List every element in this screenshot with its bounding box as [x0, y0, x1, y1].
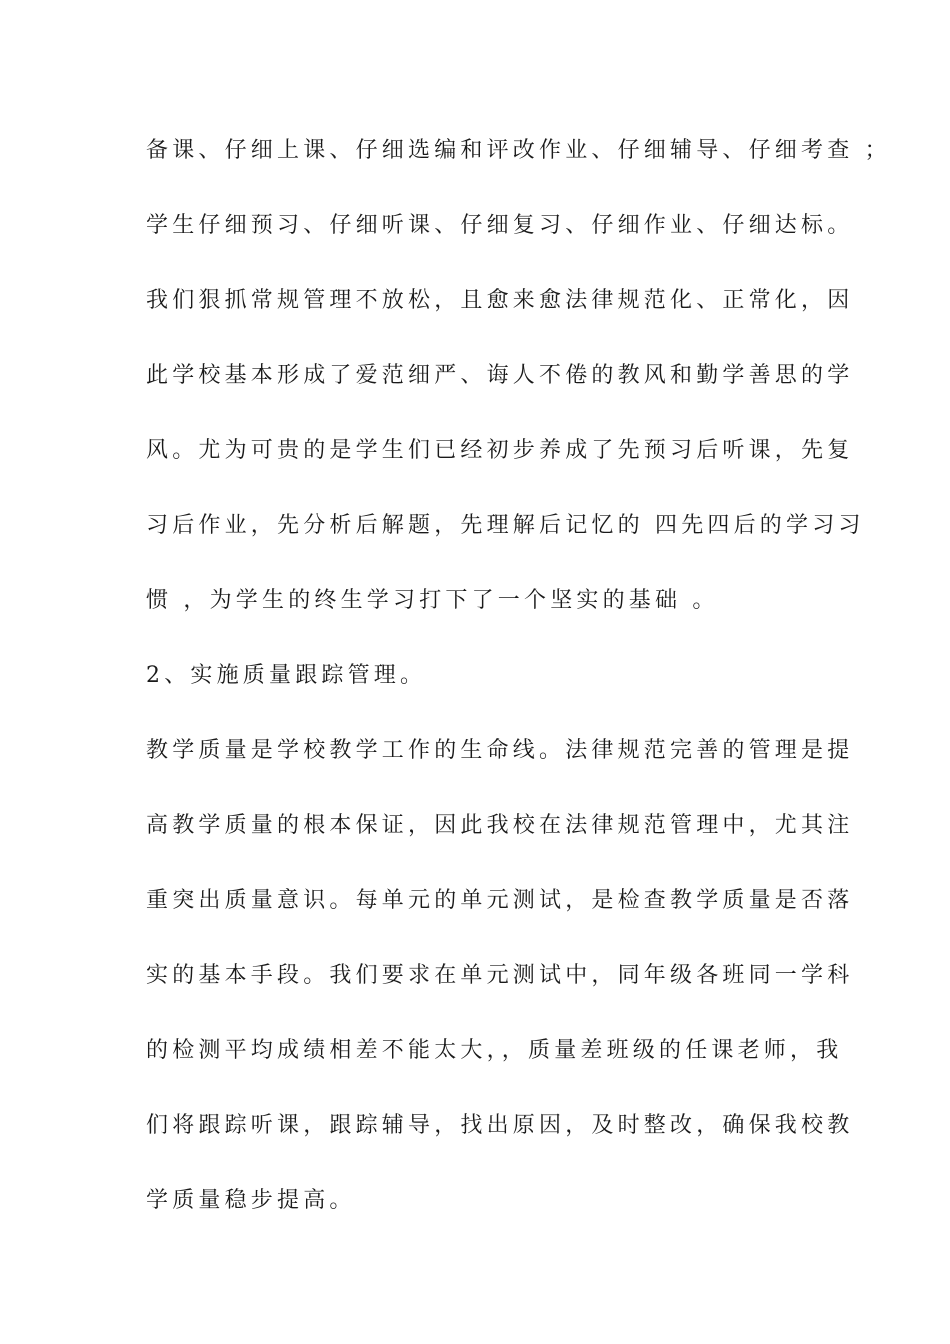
text-line-6: 习后作业，先分析后解题，先理解后记忆的 四先四后的学习习 — [146, 513, 865, 538]
text-line-7: 惯 ，为学生的终生学习打下了一个坚实的基础 。 — [146, 588, 719, 613]
text-line-4: 此学校基本形成了爱范细严、诲人不倦的教风和勤学善思的学 — [146, 363, 854, 388]
text-line-12: 实的基本手段。我们要求在单元测试中，同年级各班同一学科 — [146, 963, 854, 988]
text-line-13: 的检测平均成绩相差不能太大，，质量差班级的任课老师，我 — [146, 1038, 843, 1063]
text-line-5: 风。尤为可贵的是学生们已经初步养成了先预习后听课，先复 — [146, 438, 854, 463]
text-line-10: 高教学质量的根本保证，因此我校在法律规范管理中，尤其注 — [146, 813, 854, 838]
section-heading: 2、实施质量跟踪管理。 — [146, 663, 427, 688]
text-line-9: 教学质量是学校教学工作的生命线。法律规范完善的管理是提 — [146, 738, 854, 763]
body-text — [146, 128, 891, 1253]
text-line-14: 们将跟踪听课，跟踪辅导，找出原因，及时整改，确保我校教 — [146, 1113, 854, 1138]
text-line-2: 学生仔细预习、仔细听课、仔细复习、仔细作业、仔细达标。 — [146, 213, 854, 238]
text-line-1: 备课、仔细上课、仔细选编和评改作业、仔细辅导、仔细考查 ； — [146, 138, 891, 163]
text-line-15: 学质量稳步提高。 — [146, 1188, 356, 1213]
text-line-11: 重突出质量意识。每单元的单元测试，是检查教学质量是否落 — [146, 888, 854, 913]
text-line-3: 我们狠抓常规管理不放松，且愈来愈法律规范化、正常化，因 — [146, 288, 854, 313]
